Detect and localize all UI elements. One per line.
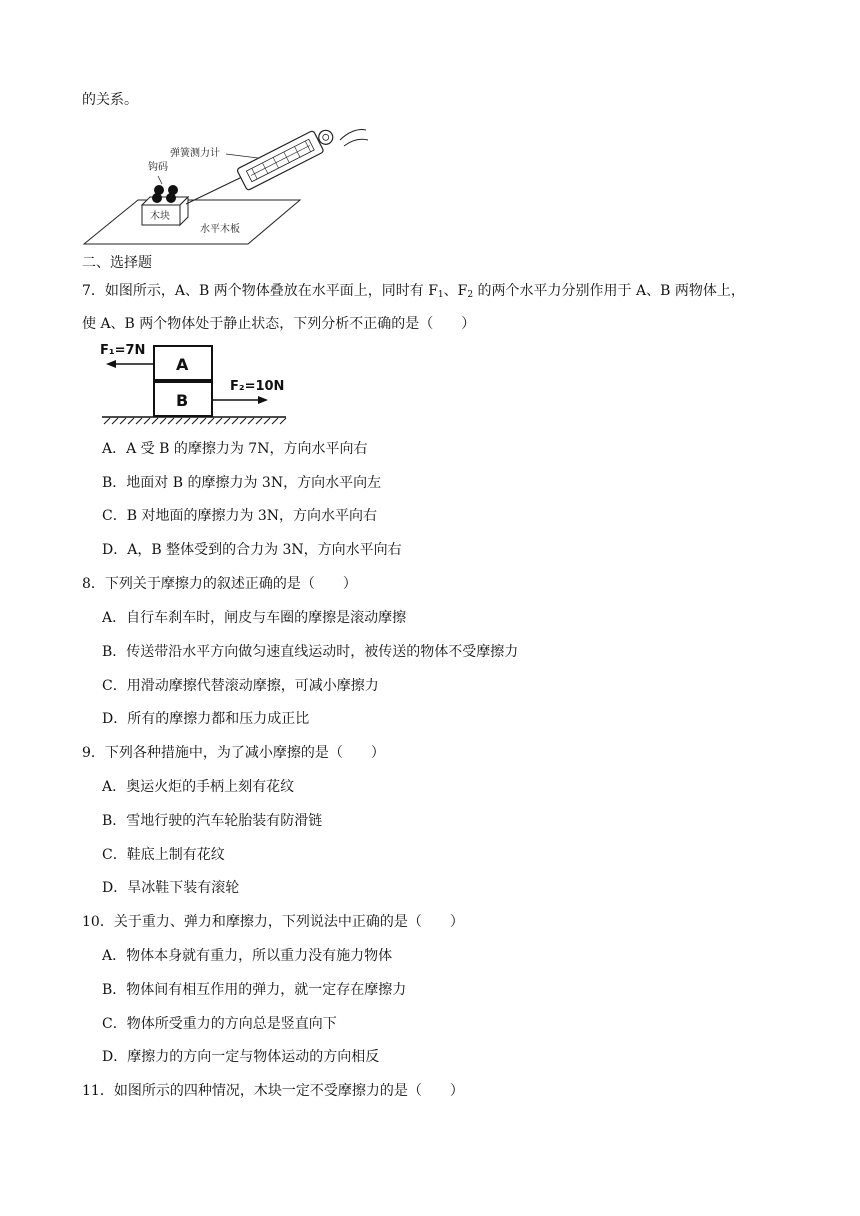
q7-stem-line2: 使 A、B 两个物体处于静止状态，下列分析不正确的是（ ） [82, 316, 476, 332]
q7-option-a: A．A 受 B 的摩擦力为 7N，方向水平向右 [102, 441, 368, 457]
q8-stem: 8．下列关于摩擦力的叙述正确的是（ ） [82, 576, 357, 592]
q10-option-d: D．摩擦力的方向一定与物体运动的方向相反 [102, 1049, 380, 1065]
q10-option-a: A．物体本身就有重力，所以重力没有施力物体 [102, 948, 393, 964]
block-A-label: A [176, 355, 189, 374]
section-title: 二、选择题 [82, 255, 152, 271]
ground-hatch [104, 418, 286, 424]
q8-option-c: C．用滑动摩擦代替滚动摩擦，可减小摩擦力 [102, 678, 379, 694]
q7-option-c: C．B 对地面的摩擦力为 3N，方向水平向右 [102, 508, 378, 524]
weights-label: 钩码 [148, 162, 168, 173]
q10-stem: 10．关于重力、弹力和摩擦力，下列说法中正确的是（ ） [82, 914, 464, 930]
board-label: 水平木板 [200, 224, 240, 235]
block-B-label: B [176, 391, 189, 410]
q7-stem-line1: 7．如图所示，A、B 两个物体叠放在水平面上，同时有 $F_1$、$F_2$ 的两个水平力分别作用于 A、B 两物体上， [82, 283, 745, 300]
board-outline [84, 200, 300, 244]
hand-shape [340, 129, 368, 146]
q10-option-c: C．物体所受重力的方向总是竖直向下 [102, 1016, 337, 1032]
intro-tail-text: 的关系。 [82, 92, 138, 108]
q7-option-b: B．地面对 B 的摩擦力为 3N，方向水平向左 [102, 475, 382, 491]
q7-option-d: D．A，B 整体受到的合力为 3N，方向水平向右 [102, 542, 402, 558]
q9-option-a: A．奥运火炬的手柄上刻有花纹 [102, 779, 295, 795]
block-label: 木块 [150, 211, 170, 222]
q9-option-c: C．鞋底上制有花纹 [102, 847, 225, 863]
stacked-blocks-figure [98, 338, 298, 428]
f1-label: F₁=7N [100, 343, 146, 358]
q9-option-b: B．雪地行驶的汽车轮胎装有防滑链 [102, 813, 323, 829]
q9-option-d: D．旱冰鞋下装有滚轮 [102, 880, 240, 896]
q9-stem: 9．下列各种措施中，为了减小摩擦的是（ ） [82, 745, 385, 761]
q10-option-b: B．物体间有相互作用的弹力，就一定存在摩擦力 [102, 982, 407, 998]
f2-arrowhead [258, 396, 268, 404]
spring-scale-figure [82, 110, 382, 250]
q11-stem: 11．如图所示的四种情况，木块一定不受摩擦力的是（ ） [82, 1083, 464, 1099]
q8-option-d: D．所有的摩擦力都和压力成正比 [102, 711, 310, 727]
q8-option-a: A．自行车刹车时，闸皮与车圈的摩擦是滚动摩擦 [102, 610, 407, 626]
spring-scale-label: 弹簧测力计 [170, 148, 220, 159]
f2-label: F₂=10N [230, 379, 285, 394]
q8-option-b: B．传送带沿水平方向做匀速直线运动时，被传送的物体不受摩擦力 [102, 644, 519, 660]
f1-arrowhead [106, 360, 116, 368]
